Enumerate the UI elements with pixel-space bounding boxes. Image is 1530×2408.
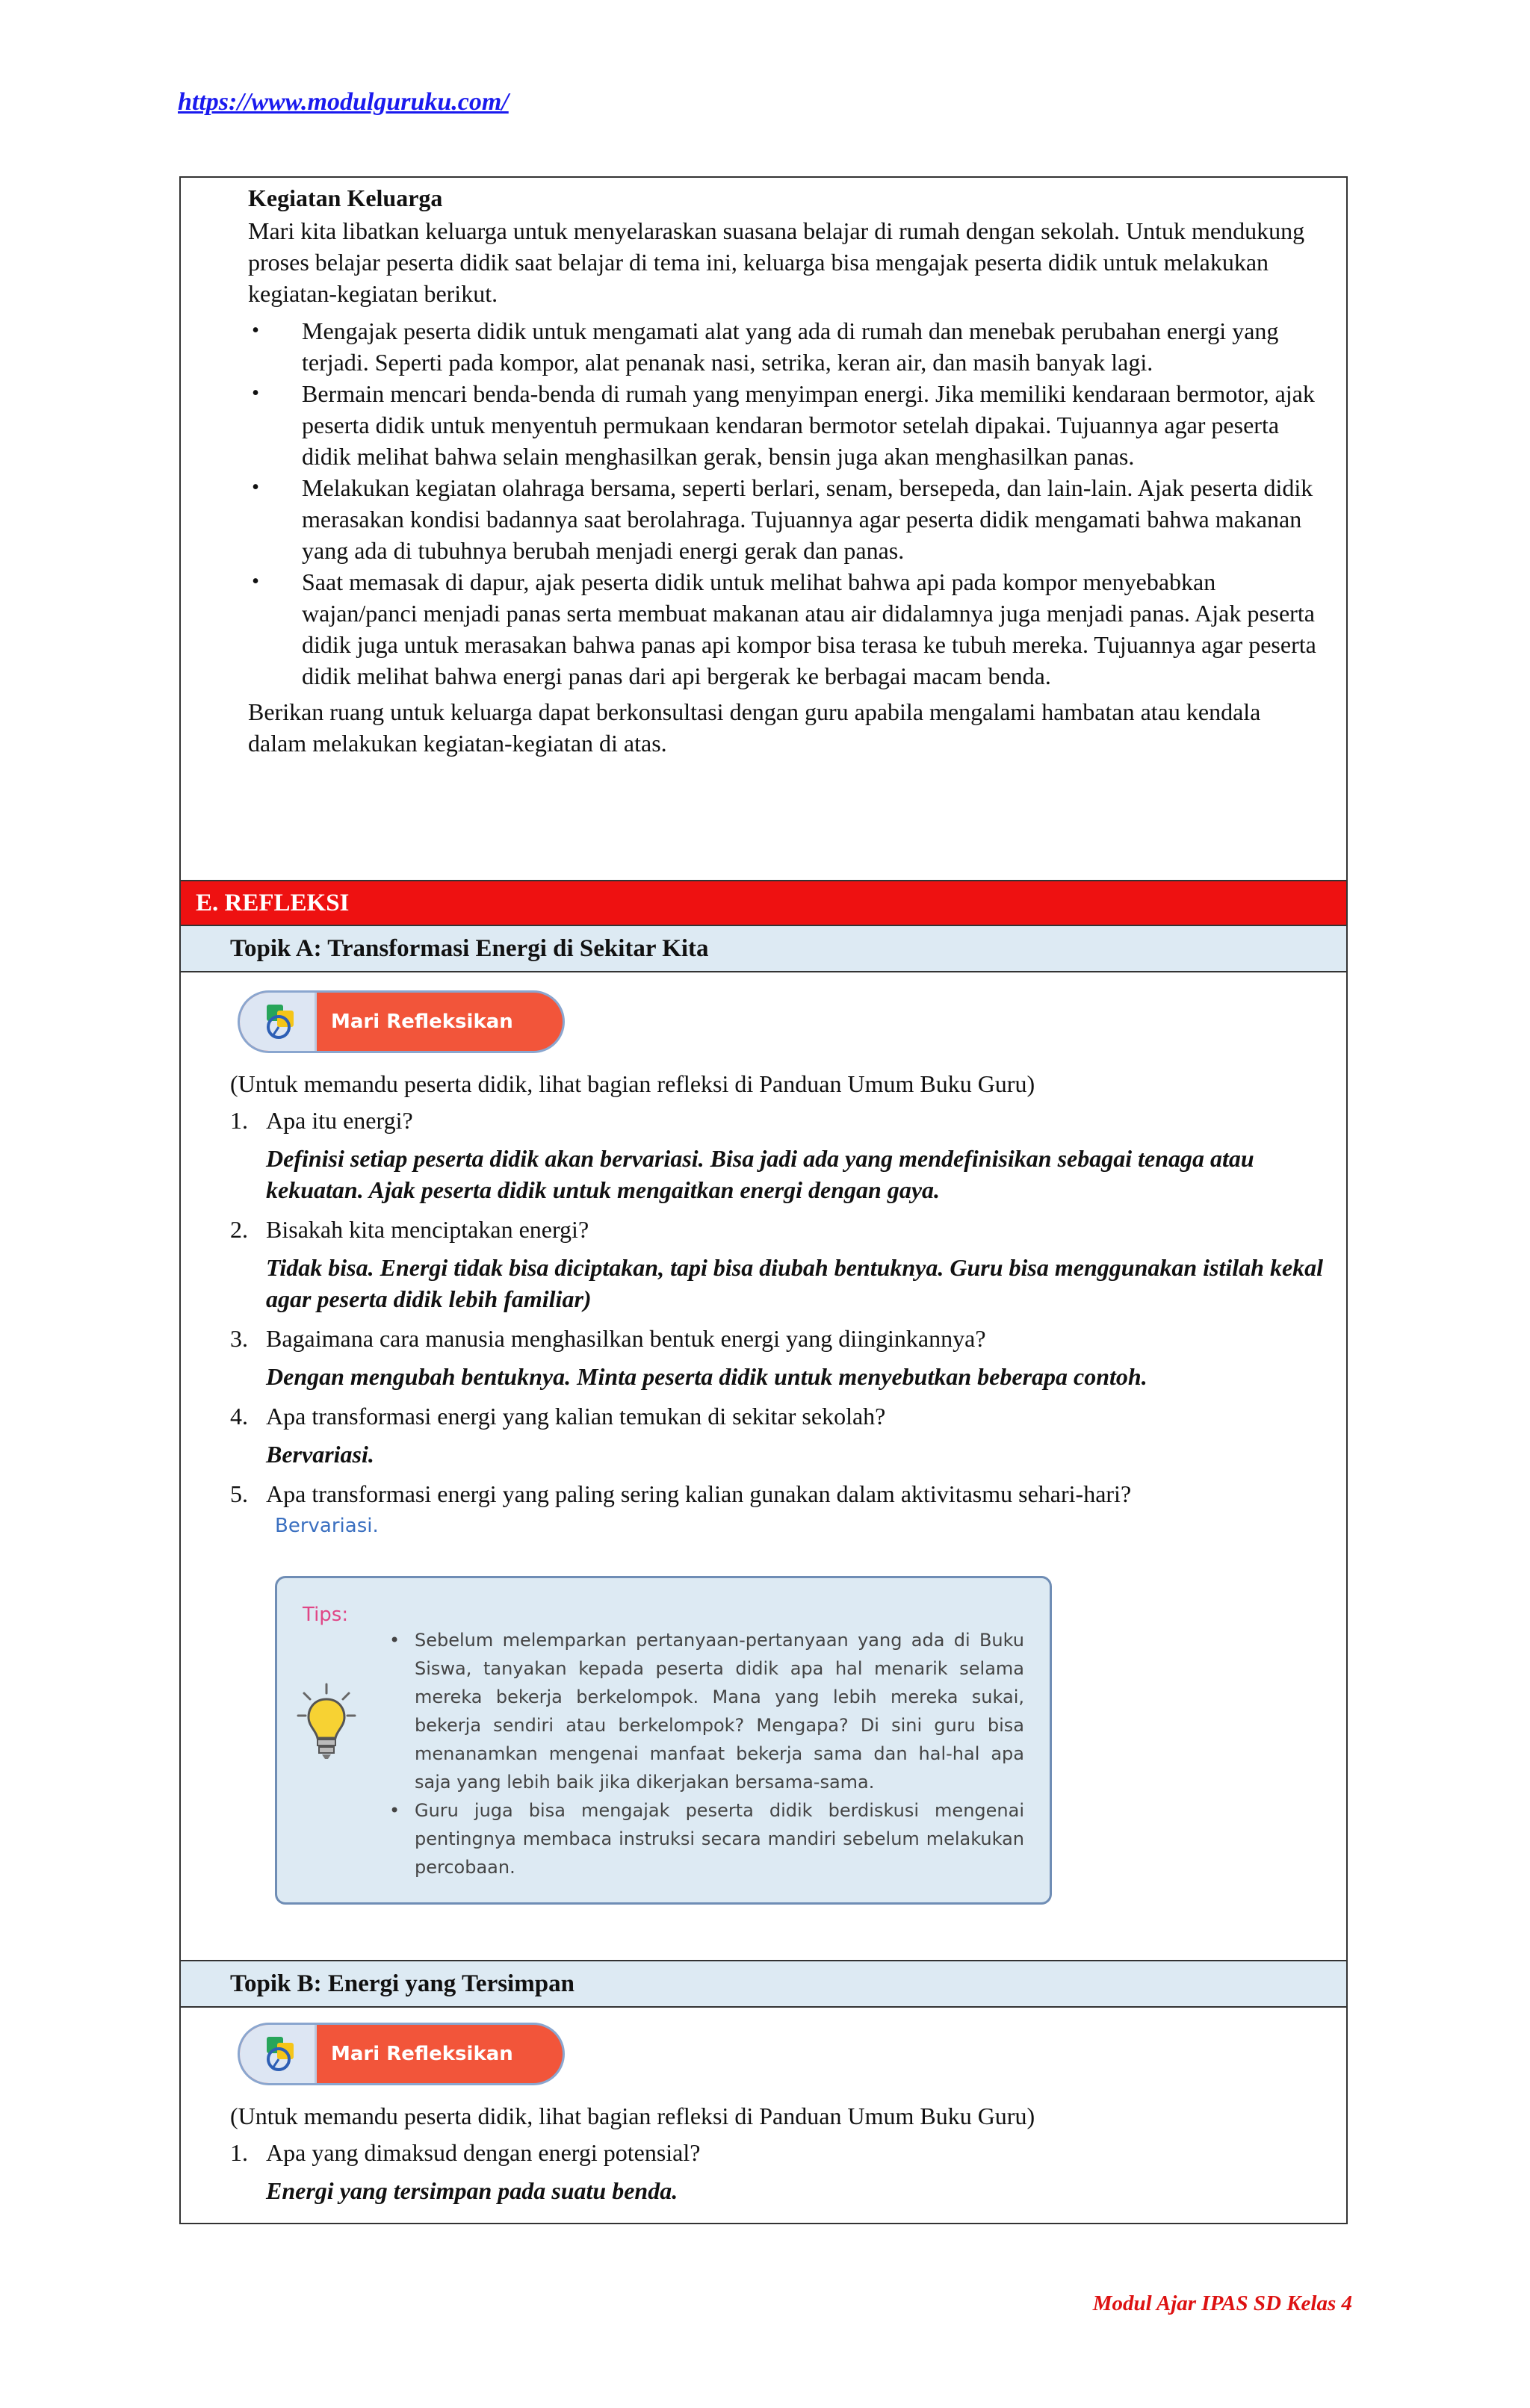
tips-list: [389, 1626, 1024, 1881]
header-url-link[interactable]: https://www.modulguruku.com/: [178, 88, 509, 116]
answer-text: Dengan mengubah bentuknya. Minta peserta didik untuk menyebutkan beberapa contoh.: [266, 1363, 1148, 1390]
bullet-icon: •: [252, 570, 259, 593]
question-item: 1. Apa itu energi?: [230, 1107, 413, 1134]
topic-a-heading: Topik A: Transformasi Energi di Sekitar Kita: [181, 925, 1346, 972]
bullet-icon: •: [252, 319, 259, 342]
answer-text: Bervariasi.: [266, 1441, 374, 1468]
family-activity-section: [248, 178, 1324, 759]
badge-label: Mari Refleksikan: [331, 1011, 513, 1033]
family-activity-list: [248, 315, 1324, 692]
family-activity-title: Kegiatan Keluarga: [248, 184, 443, 211]
tips-box: [275, 1576, 1052, 1905]
lightbulb-icon: [297, 1683, 356, 1765]
badge-label: Mari Refleksikan: [331, 2043, 513, 2065]
list-item: • Saat memasak di dapur, ajak peserta didik untuk melihat bahwa api pada kompor menyebabkan wajan/panci menjadi panas serta membuat makanan atau air didalamnya juga menjadi panas. Ajak peserta didik juga untuk merasakan bahwa panas api kompor bisa terasa ke tubuh mereka. Tujuannya agar peserta didik melihat bahwa energi panas dari api bergerak ke berbagai macam benda.: [248, 566, 1324, 692]
bullet-icon: •: [389, 1800, 400, 1821]
bullet-icon: •: [252, 382, 259, 405]
topic-b-heading: Topik B: Energi yang Tersimpan: [181, 1960, 1346, 2008]
topic-b-questions: [230, 2100, 1328, 2214]
list-item: • Mengajak peserta didik untuk mengamati alat yang ada di rumah dan menebak perubahan energi yang terjadi. Seperti pada kompor, alat penanak nasi, setrika, keran air, dan masih banyak lagi.: [248, 315, 1324, 378]
guide-note: (Untuk memandu peserta didik, lihat bagian refleksi di Panduan Umum Buku Guru): [230, 2103, 1035, 2129]
answer-text: Tidak bisa. Energi tidak bisa diciptakan, tapi bisa diubah bentuknya. Guru bisa menggunakan istilah kekal agar peserta didik lebih familiar): [266, 1254, 1324, 1312]
list-item: • Bermain mencari benda-benda di rumah yang menyimpan energi. Jika memiliki kendaraan bermotor, ajak peserta didik untuk menyentuh permukaan kendaran bermotor setelah dipakai. Tujuannya agar peserta didik melihat bahwa selain menghasilkan gerak, bensin juga akan menghasilkan panas.: [248, 378, 1324, 472]
content-table: [179, 176, 1348, 2224]
question-item: 5. Apa transformasi energi yang paling sering kalian gunakan dalam aktivitasmu sehari-hari?: [230, 1480, 1132, 1507]
footer-note: Modul Ajar IPAS SD Kelas 4: [1092, 2291, 1352, 2315]
tips-title: Tips:: [303, 1604, 349, 1626]
bullet-icon: •: [389, 1630, 400, 1651]
question-item: 3. Bagaimana cara manusia menghasilkan bentuk energi yang diinginkannya?: [230, 1325, 986, 1352]
reflection-icon: [240, 993, 317, 1051]
bullet-icon: •: [252, 476, 259, 499]
family-activity-intro: Mari kita libatkan keluarga untuk menyelaraskan suasana belajar di rumah dengan sekolah. Untuk mendukung proses belajar peserta didik saat belajar di tema ini, keluarga bisa mengajak peserta didik untuk melakukan kegiatan-kegiatan berikut.: [248, 217, 1305, 307]
question-item: 2. Bisakah kita menciptakan energi?: [230, 1216, 589, 1243]
list-item: • Guru juga bisa mengajak peserta didik berdiskusi mengenai pentingnya membaca instruksi secara mandiri sebelum melakukan percobaan.: [389, 1796, 1024, 1881]
family-activity-closing: Berikan ruang untuk keluarga dapat berkonsultasi dengan guru apabila mengalami hambatan atau kendala dalam melakukan kegiatan-kegiatan di atas.: [248, 698, 1261, 757]
section-heading-refleksi: E. REFLEKSI: [181, 880, 1346, 926]
answer-text: Definisi setiap peserta didik akan bervariasi. Bisa jadi ada yang mendefinisikan sebagai tenaga atau kekuatan. Ajak peserta didik untuk mengaitkan energi dengan gaya.: [266, 1145, 1254, 1203]
mari-refleksikan-badge: [238, 2023, 565, 2085]
topic-a-questions: [230, 1068, 1328, 1537]
guide-note: (Untuk memandu peserta didik, lihat bagian refleksi di Panduan Umum Buku Guru): [230, 1070, 1035, 1097]
answer-text: Bervariasi.: [275, 1515, 379, 1537]
list-item: • Melakukan kegiatan olahraga bersama, seperti berlari, senam, bersepeda, dan lain-lain. Ajak peserta didik merasakan kondisi badannya saat berolahraga. Tujuannya agar peserta didik mengamati bahwa makanan yang ada di tubuhnya berubah menjadi energi gerak dan panas.: [248, 472, 1324, 566]
question-item: 1. Apa yang dimaksud dengan energi potensial?: [230, 2139, 701, 2166]
reflection-icon: [240, 2025, 317, 2083]
question-item: 4. Apa transformasi energi yang kalian temukan di sekitar sekolah?: [230, 1403, 886, 1430]
list-item: • Sebelum melemparkan pertanyaan-pertanyaan yang ada di Buku Siswa, tanyakan kepada peserta didik apa hal menarik selama mereka bekerja berkelompok. Mana yang lebih mereka sukai, bekerja sendiri atau berkelompok? Mengapa? Di sini guru bisa menanamkan mengenai manfaat bekerja sama dan hal-hal apa saja yang lebih baik jika dikerjakan bersama-sama.: [389, 1626, 1024, 1796]
mari-refleksikan-badge: [238, 990, 565, 1053]
answer-text: Energi yang tersimpan pada suatu benda.: [266, 2177, 678, 2204]
